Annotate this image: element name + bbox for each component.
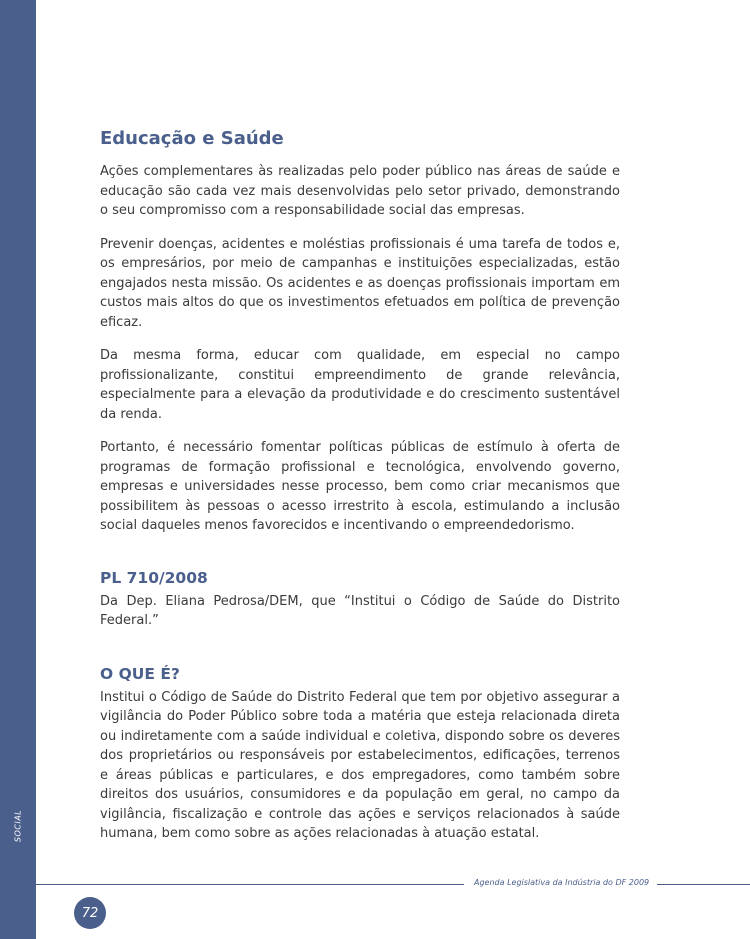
footer-divider-right <box>657 884 750 885</box>
page-number: 72 <box>81 905 99 921</box>
paragraph-2: Prevenir doenças, acidentes e moléstias profissionais é uma tarefa de todos e, os empresários, por meio de campanhas e instituições especializadas, estão engajados nesta missão. Os acidentes e as doenças profissionais importam em custos mais altos do que os investimentos efetuados em política de prevenção eficaz. <box>100 236 620 330</box>
section-title-education-health: Educação e Saúde <box>100 128 284 149</box>
section-spacer <box>100 536 620 567</box>
section-label: SOCIAL <box>13 809 23 843</box>
bill-title: PL 710/2008 <box>100 568 208 587</box>
section-spacer <box>100 631 620 663</box>
footer-divider-left <box>36 884 464 885</box>
paragraph-1: Ações complementares às realizadas pelo poder público nas áreas de saúde e educação são cada vez mais desenvolvidas pelo setor privado, demonstrando o seu compromisso com a responsabilidade social das empresas. <box>100 164 620 218</box>
footer-publication-title: Agenda Legislativa da Indústria do DF 2009 <box>474 878 650 887</box>
page-content <box>100 126 620 844</box>
paragraph-4: Portanto, é necessário fomentar políticas públicas de estímulo à oferta de programas de formação profissional e tecnológica, envolvendo governo, empresas e universidades nesse processo, bem como criar mecanismos que possibilitem às pessoas o acesso irrestrito à escola, estimulando a inclusão social daqueles menos favorecidos e incentivando o empreendedorismo. <box>100 440 620 533</box>
sidebar-band <box>0 0 36 939</box>
page-number-badge <box>74 897 106 929</box>
what-is-it-text: Institui o Código de Saúde do Distrito Federal que tem por objetivo assegurar a vigilância do Poder Público sobre toda a matéria que esteja relacionada direta ou indiretamente com a saúde individual e coletiva, dispondo sobre os deveres dos proprietários ou responsáveis por estabelecimentos, edificações, terrenos e áreas públicas e particulares, e dos empregadores, como também sobre direitos dos usuários, consumidores e da população em geral, no campo da vigilância, fiscalização e controle das ações e serviços relacionados à saúde humana, bem como sobre as ações relacionadas à atuação estatal. <box>100 689 620 841</box>
paragraph-3: Da mesma forma, educar com qualidade, em especial no campo profissionalizante, constitui empreendimento de grande relevância, especialmente para a elevação da produtividade e do crescimento sustentável da renda. <box>100 348 620 422</box>
bill-description: Da Dep. Eliana Pedrosa/DEM, que “Institui o Código de Saúde do Distrito Federal.” <box>100 593 620 628</box>
what-is-it-heading: O QUE É? <box>100 664 180 683</box>
